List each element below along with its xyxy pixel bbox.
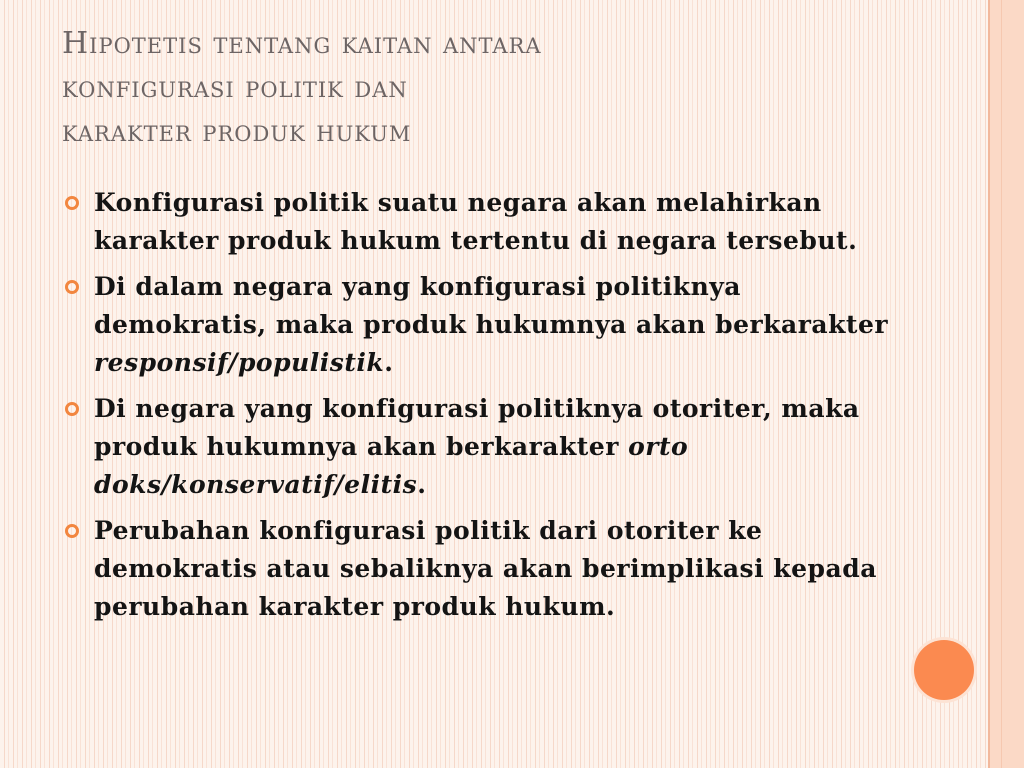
right-decorative-band <box>990 0 1024 768</box>
bullet-item-4 <box>64 512 894 626</box>
bullet-circle-icon <box>65 196 79 210</box>
bullet-4-text: Perubahan konfigurasi politik dari otoriter ke demokratis atau sebaliknya akan berimplikasi kepada perubahan karakter produk hukum. <box>94 516 877 621</box>
bullet-2-period: . <box>384 348 394 377</box>
bullet-circle-icon <box>65 402 79 416</box>
bullet-1-text: Konfigurasi politik suatu negara akan melahirkan karakter produk hukum tertentu di negara tersebut. <box>94 188 858 255</box>
bullet-2-text: Di dalam negara yang konfigurasi politiknya demokratis, maka produk hukumnya akan berkarakter <box>94 272 889 339</box>
bullet-2-italic-term: responsif/populistik <box>94 348 385 377</box>
bullet-circle-icon <box>65 280 79 294</box>
slide-title-line-1: Hipotetis tentang kaitan antara <box>62 26 542 61</box>
bullet-list <box>64 184 894 634</box>
bullet-3-italic-term: orto doks/konservatif/elitis <box>94 432 689 499</box>
bullet-item-3 <box>64 390 894 504</box>
slide-title <box>62 22 882 154</box>
slide-title-line-3: karakter produk hukum <box>62 114 412 149</box>
bullet-3-period: . <box>417 470 427 499</box>
orange-accent-circle <box>914 640 974 700</box>
slide-title-line-2: konfigurasi politik dan <box>62 70 408 105</box>
right-band-inner-line <box>1001 0 1002 768</box>
bullet-circle-icon <box>65 524 79 538</box>
bullet-item-1 <box>64 184 894 260</box>
bullet-3-text: Di negara yang konfigurasi politiknya otoriter, maka produk hukumnya akan berkarakter <box>94 394 860 461</box>
bullet-item-2 <box>64 268 894 382</box>
